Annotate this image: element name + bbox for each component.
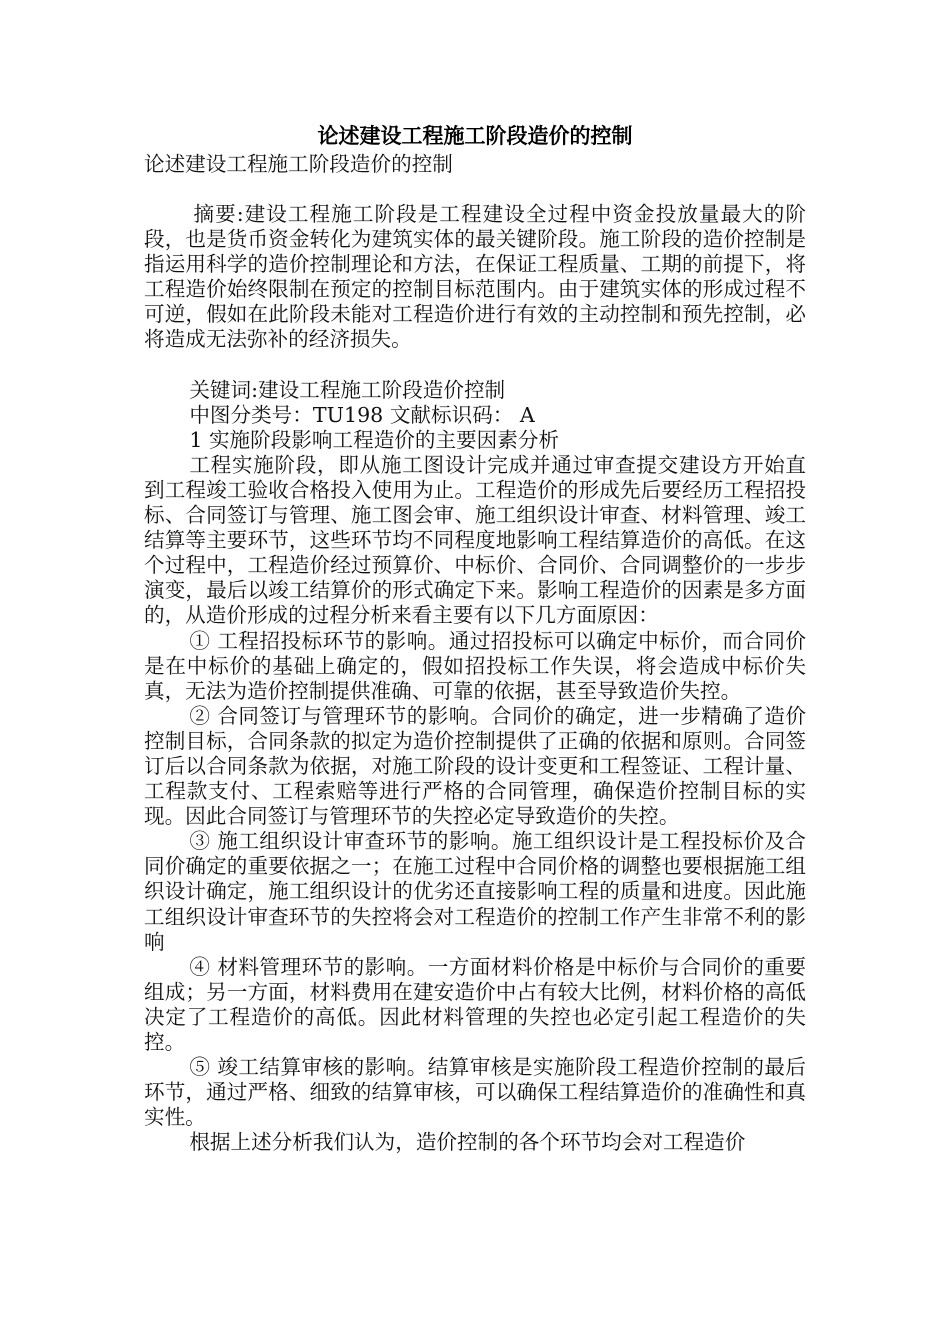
factor-paragraph-2: ② 合同签订与管理环节的影响。合同价的确定，进一步精确了造价控制目标，合同条款的拟定为造价控制提供了正确的依据和原则。合同签订后以合同条款为依据，对施工阶段的设计变更和工程签证、工程计量、工程款支付、工程索赔等进行严格的合同管理，确保造价控制目标的实现。因此合同签订与管理环节的失控必定导致造价的失控。 — [144, 703, 806, 829]
blank-line — [144, 177, 806, 202]
conclusion-paragraph: 根据上述分析我们认为，造价控制的各个环节均会对工程造价 — [189, 1130, 746, 1155]
document-body — [144, 120, 806, 1155]
blank-line — [144, 353, 806, 378]
document-title: 论述建设工程施工阶段造价的控制 — [317, 124, 633, 148]
keywords-line: 关键词:建设工程施工阶段造价控制 — [189, 377, 506, 402]
body-paragraph: 工程实施阶段，即从施工图设计完成并通过审查提交建设方开始直到工程竣工验收合格投入使用为止。工程造价的形成先后要经历工程招投标、合同签订与管理、施工图会审、施工组织设计审查、材料管理、竣工结算等主要环节，这些环节均不同程度地影响工程结算造价的高低。在这个过程中，工程造价经过预算价、中标价、合同价、合同调整价的一步步演变，最后以竣工结算价的形式确定下来。影响工程造价的因素是多方面的，从造价形成的过程分析来看主要有以下几方面原因： — [144, 452, 806, 628]
classification-line: 中图分类号：TU198 文献标识码： A — [189, 402, 535, 427]
factor-paragraph-5: ⑤ 竣工结算审核的影响。结算审核是实施阶段工程造价控制的最后环节，通过严格、细致的结算审核，可以确保工程结算造价的准确性和真实性。 — [144, 1055, 806, 1130]
factor-paragraph-4: ④ 材料管理环节的影响。一方面材料价格是中标价与合同价的重要组成；另一方面，材料费用在建安造价中占有较大比例，材料价格的高低决定了工程造价的高低。因此材料管理的失控也必定引起工程造价的失控。 — [144, 954, 806, 1054]
abstract-paragraph: 摘要:建设工程施工阶段是工程建设全过程中资金投放量最大的阶段，也是货币资金转化为建筑实体的最关键阶段。施工阶段的造价控制是指运用科学的造价控制理论和方法，在保证工程质量、工期的前提下，将工程造价始终限制在预定的控制目标范围内。由于建筑实体的形成过程不可逆，假如在此阶段未能对工程造价进行有效的主动控制和预先控制，必将造成无法弥补的经济损失。 — [144, 202, 806, 352]
document-subtitle: 论述建设工程施工阶段造价的控制 — [144, 152, 453, 176]
factor-paragraph-3: ③ 施工组织设计审查环节的影响。施工组织设计是工程投标价及合同价确定的重要依据之一；在施工过程中合同价格的调整也要根据施工组织设计确定，施工组织设计的优劣还直接影响工程的质量和进度。因此施工组织设计审查环节的失控将会对工程造价的控制工作产生非常不利的影响 — [144, 829, 806, 954]
factor-paragraph-1: ① 工程招投标环节的影响。通过招投标可以确定中标价，而合同价是在中标价的基础上确定的，假如招投标工作失误，将会造成中标价失真，无法为造价控制提供准确、可靠的依据，甚至导致造价失控。 — [144, 628, 806, 703]
section-heading: 1 实施阶段影响工程造价的主要因素分析 — [189, 427, 560, 452]
